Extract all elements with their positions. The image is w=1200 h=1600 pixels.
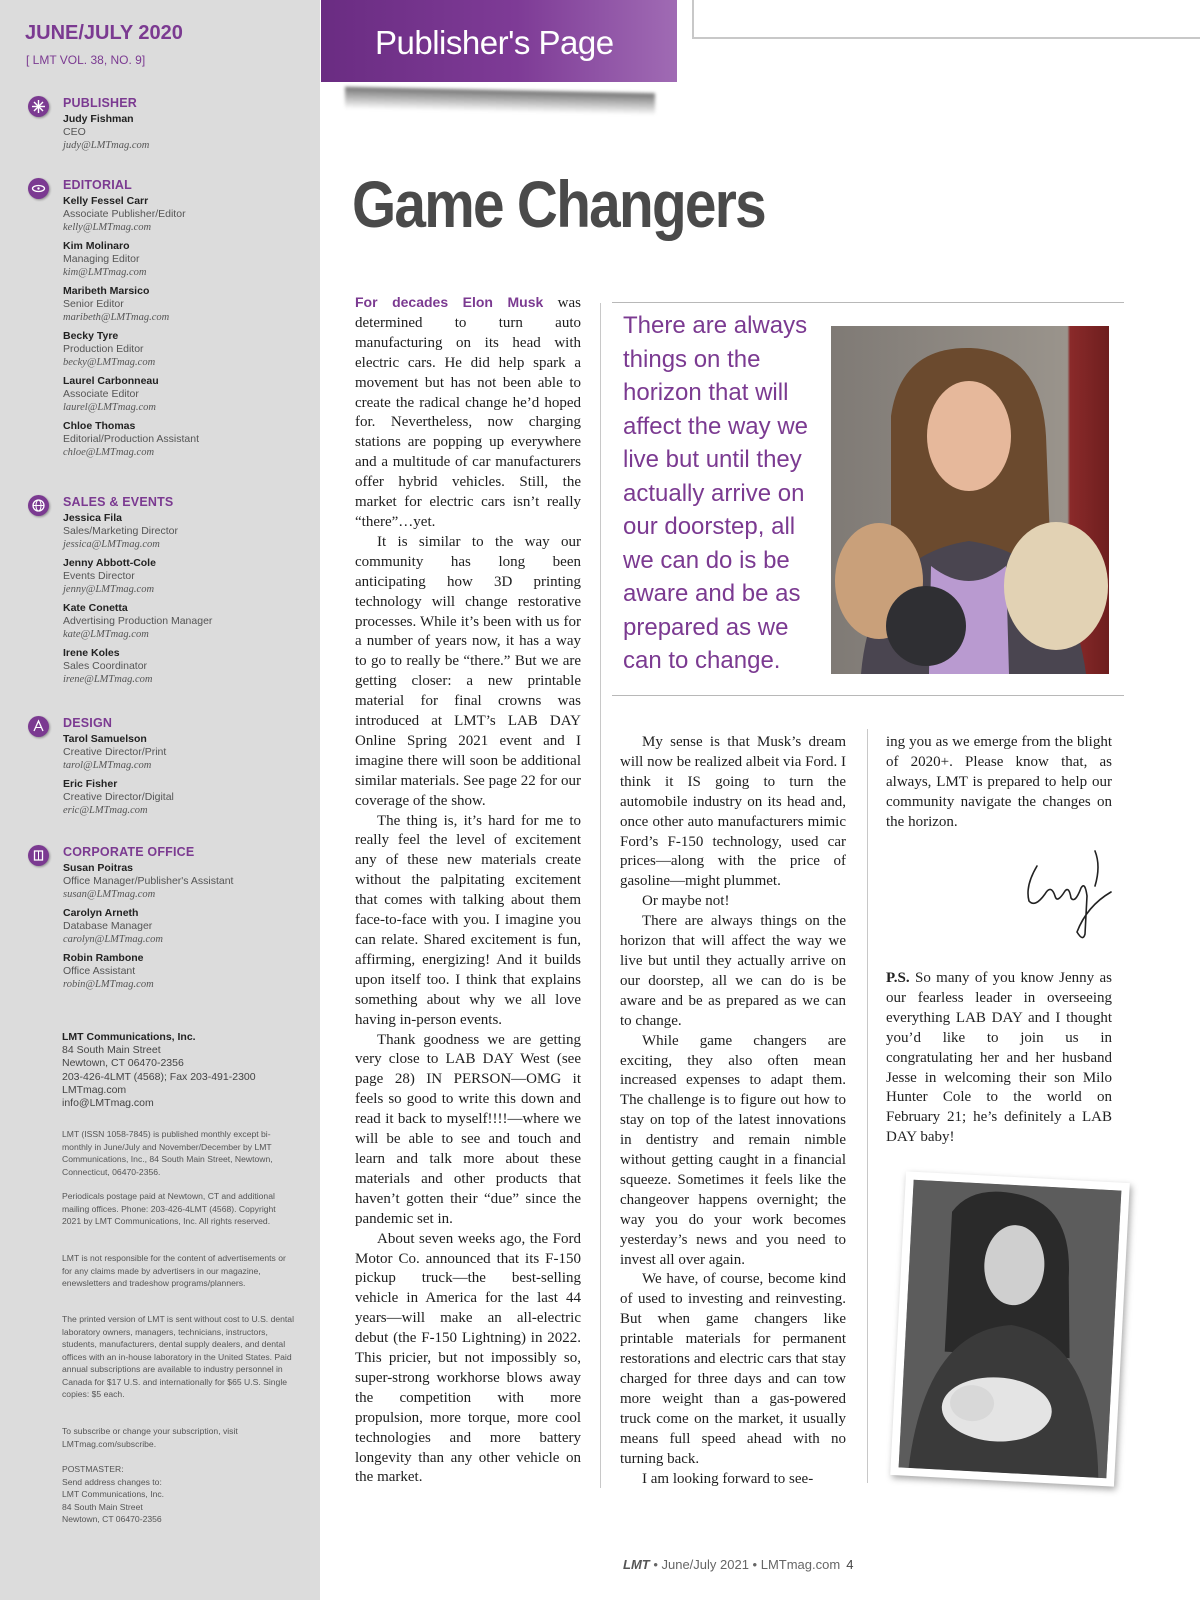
staff-name: Irene Koles	[63, 647, 120, 659]
article-paragraph: While game changers are exciting, they also often mean increased expenses to adapt them. The challenge is to figure out how to stay on top of the latest innovations in dentistry and remain nimble without getting caught in a financial squeeze. Sometimes it feels like the changeover happens overnight; the way you do your work becomes yesterday’s news and you need to invest all over again.	[620, 1032, 846, 1268]
staff-name: Tarol Samuelson	[63, 733, 147, 745]
pull-quote-rule-top	[612, 302, 1124, 303]
staff-email[interactable]: tarol@LMTmag.com	[63, 760, 152, 771]
staff-role: Database Manager	[63, 920, 153, 932]
staff-role: Sales Coordinator	[63, 660, 148, 672]
staff-role: Associate Editor	[63, 388, 139, 400]
staff-role: Associate Publisher/Editor	[63, 208, 186, 220]
staff-email[interactable]: kim@LMTmag.com	[63, 267, 147, 278]
staff-email[interactable]: kate@LMTmag.com	[63, 629, 149, 640]
staff-name: Maribeth Marsico	[63, 285, 150, 297]
header-rule	[692, 0, 1200, 39]
website-link[interactable]: LMTmag.com	[62, 1083, 127, 1096]
masthead-section-title: PUBLISHER	[63, 96, 138, 110]
staff-email[interactable]: jenny@LMTmag.com	[63, 584, 155, 595]
staff-role: Creative Director/Print	[63, 746, 167, 758]
masthead-entry	[63, 113, 313, 152]
article-paragraph: There are always things on the horizon that will affect the way we live but until they actually arrive on our doorstep, all we can do is be aware and be as prepared as we can to change.	[620, 913, 846, 1029]
banner-shadow	[345, 87, 655, 115]
masthead-entry	[63, 862, 313, 901]
pen-nib-icon	[28, 178, 49, 199]
postscript	[886, 969, 1112, 1148]
staff-role: Sales/Marketing Director	[63, 525, 178, 537]
masthead-entry	[63, 195, 313, 234]
globe-icon	[28, 495, 49, 516]
masthead-entry	[63, 907, 313, 946]
staff-name: Kate Conetta	[63, 602, 128, 614]
staff-email[interactable]: kelly@LMTmag.com	[63, 222, 152, 233]
article-paragraph: I am looking forward to see-	[642, 1470, 814, 1487]
column-divider	[600, 303, 601, 1488]
masthead-entry	[63, 952, 313, 991]
column-divider	[867, 729, 868, 1483]
masthead-entry	[63, 240, 313, 279]
footer-brand: LMT	[623, 1557, 650, 1572]
staff-email[interactable]: maribeth@LMTmag.com	[63, 312, 170, 323]
article-paragraph: Thank goodness we are getting very close to LAB DAY West (see page 28) IN PERSON—OMG it feels so good to write this down and read it back to myself!!!!—where we will be able to see and touch and learn and talk more about these materials and other products that haven’t gotten their “due” since the pandemic set in.	[355, 1031, 581, 1227]
publisher-with-dogs-image	[831, 326, 1109, 674]
masthead-entry	[63, 557, 313, 596]
subscription-notice: The printed version of LMT is sent without cost to U.S. dental laboratory owners, managers, technicians, instructors, students, manufacturers, dental supply dealers, and dental offices with an in-house laboratory in the United States. Paid annual subscriptions are available to industry personnel in Canada for $17 U.S. and internationally for $65 U.S. Single copies: $5 each.	[62, 1314, 294, 1399]
masthead-entry	[63, 778, 313, 817]
postscript-label: P.S.	[886, 970, 910, 986]
staff-name: Jessica Fila	[63, 512, 122, 524]
staff-email[interactable]: laurel@LMTmag.com	[63, 402, 156, 413]
company-address	[62, 1031, 302, 1110]
masthead-entry	[63, 420, 313, 459]
article-paragraph: It is similar to the way our community has long been anticipating how 3D printing technology will change restorative processes. While it’s been with us for a number of years now, it has a way to go to really be “there.” But we are getting closer: a new printable material for final crowns was introduced at LMT’s LAB DAY Online Spring 2021 event and I imagine there will soon be additional similar materials. See page 22 for our coverage of the show.	[355, 533, 581, 809]
staff-name: Judy Fishman	[63, 113, 134, 125]
staff-email[interactable]: jessica@LMTmag.com	[63, 539, 160, 550]
article-paragraph: Or maybe not!	[642, 893, 730, 910]
staff-email[interactable]: becky@LMTmag.com	[63, 357, 156, 368]
staff-role: Office Assistant	[63, 965, 136, 977]
article-paragraph	[355, 293, 581, 533]
staff-role: Office Manager/Publisher's Assistant	[63, 875, 234, 887]
disclaimer-notice: LMT is not responsible for the content of advertisements or for any claims made by advertisers in our magazine, enewsletters and tradeshow programs/planners.	[62, 1253, 286, 1288]
staff-email[interactable]: irene@LMTmag.com	[63, 674, 153, 685]
staff-email[interactable]: eric@LMTmag.com	[63, 805, 148, 816]
article-paragraph: My sense is that Musk’s dream will now be realized albeit via Ford. I think it IS going to turn the automobile industry on its head and, once other auto manufacturers mimic Ford’s F-150 technology, used car prices—along with the price of gasoline—might plummet.	[620, 734, 846, 890]
masthead-section-title: EDITORIAL	[63, 178, 132, 192]
article-headline: Game Changers	[352, 167, 765, 241]
building-icon	[28, 845, 49, 866]
staff-name: Jenny Abbott-Cole	[63, 557, 156, 569]
masthead-entry	[63, 285, 313, 324]
masthead-entry	[63, 602, 313, 641]
phone-line: 203-426-4LMT (4568); Fax 203-491-2300	[62, 1070, 256, 1083]
staff-name: Carolyn Arneth	[63, 907, 139, 919]
masthead-entry	[63, 733, 313, 772]
section-banner	[321, 0, 677, 82]
staff-email[interactable]: judy@LMTmag.com	[63, 140, 150, 151]
staff-name: Robin Rambone	[63, 952, 144, 964]
publisher-photo	[831, 326, 1109, 674]
staff-email[interactable]: carolyn@LMTmag.com	[63, 934, 163, 945]
pull-quote: There are always things on the horizon that will affect the way we live but until they actually arrive on our doorstep, all we can do is be aware and be as prepared as we can to change.	[623, 312, 808, 674]
signature-image	[1015, 846, 1125, 946]
article-paragraph: The thing is, it’s hard for me to really feel the level of excitement any of these new materials create without the palpitating excitement that comes with talking about them face-to-face with you. I imagine you can relate. Shared excitement is fun, affirming, energizing! And it builds upon itself too. I think that explains something about why we all love having in-person events.	[355, 812, 581, 1028]
design-tool-icon	[28, 716, 49, 737]
staff-role: Senior Editor	[63, 298, 124, 310]
article-paragraph: ing you as we emerge from the blight of 2020+. Please know that, as always, LMT is prepared to help our community navigate the changes on the horizon.	[886, 734, 1112, 830]
address-line: Newtown, CT 06470-2356	[62, 1057, 184, 1070]
publication-notice: LMT (ISSN 1058-7845) is published monthly except bi-monthly in June/July and November/December by LMT Communications, Inc., 84 South Main Street, Newtown, Connecticut, 06470-2356.	[62, 1129, 273, 1177]
address-line: 84 South Main Street	[62, 1044, 161, 1057]
issue-date: JUNE/JULY 2020	[25, 22, 183, 44]
masthead-sidebar	[0, 0, 320, 1600]
section-label: Publisher's Page	[375, 24, 614, 61]
staff-name: Susan Poitras	[63, 862, 134, 874]
masthead-section-title: SALES & EVENTS	[63, 495, 174, 509]
staff-name: Becky Tyre	[63, 330, 119, 342]
staff-role: CEO	[63, 126, 86, 138]
lead-in: For decades Elon Musk	[355, 294, 544, 310]
page-footer	[623, 1557, 853, 1572]
article-column-2	[620, 733, 846, 1489]
baby-photo	[890, 1171, 1130, 1486]
staff-role: Managing Editor	[63, 253, 140, 265]
subscribe-link[interactable]: To subscribe or change your subscription, visit LMTmag.com/subscribe.	[62, 1426, 238, 1449]
postage-notice: Periodicals postage paid at Newtown, CT and additional mailing offices. Phone: 203-426-4LMT (4568). Copyright 2021 by LMT Communications, Inc. All rights reserved.	[62, 1191, 276, 1226]
staff-name: Kelly Fessel Carr	[63, 195, 149, 207]
article-paragraph: About seven weeks ago, the Ford Motor Co. announced that its F-150 pickup truck—the best-selling vehicle in America for the last 44 years—will make an all-electric debut (the F-150 Lightning) in 2022. This pricier, but not impossibly so, super-strong workhorse blows away the competition with more propulsion, more torque, more cool technologies and more battery longevity than any other vehicle on the market.	[355, 1230, 581, 1486]
staff-name: Chloe Thomas	[63, 420, 136, 432]
company-name: LMT Communications, Inc.	[62, 1031, 196, 1043]
staff-email[interactable]: susan@LMTmag.com	[63, 889, 156, 900]
postscript-text: So many of you know Jenny as our fearless leader in overseeing everything LAB DAY and I thought you’d like to join us in congratulating her and her husband Jesse in welcoming their son Milo Hunter Cole to the world on February 21; he’s definitely a LAB DAY baby!	[886, 970, 1112, 1146]
staff-role: Editorial/Production Assistant	[63, 433, 199, 445]
staff-email[interactable]: robin@LMTmag.com	[63, 979, 154, 990]
star-burst-icon	[28, 96, 49, 117]
staff-role: Events Director	[63, 570, 135, 582]
masthead-entry	[63, 647, 313, 686]
issue-volume: [ LMT VOL. 38, NO. 9]	[26, 53, 146, 67]
staff-name: Kim Molinaro	[63, 240, 130, 252]
email-link[interactable]: info@LMTmag.com	[62, 1097, 154, 1110]
masthead-section-title: DESIGN	[63, 716, 113, 730]
masthead-entry	[63, 512, 313, 551]
staff-name: Eric Fisher	[63, 778, 118, 790]
staff-role: Creative Director/Digital	[63, 791, 174, 803]
masthead-entry	[63, 330, 313, 369]
article-column-3	[886, 733, 1112, 833]
masthead-section-title: CORPORATE OFFICE	[63, 845, 195, 859]
article-column-1	[355, 293, 581, 1488]
page-number: 4	[846, 1557, 854, 1572]
staff-role: Production Editor	[63, 343, 144, 355]
footer-issue: • June/July 2021 • LMTmag.com	[649, 1557, 841, 1572]
staff-name: Laurel Carbonneau	[63, 375, 159, 387]
article-paragraph: We have, of course, become kind of used to investing and reinvesting. But when game changers like printable materials for permanent restorations and electric cars that stay charged for three days and can tow more weight than a gas-powered truck come on the market, it usually means full speed ahead with no turning back.	[620, 1271, 846, 1467]
staff-role: Advertising Production Manager	[63, 615, 213, 627]
masthead-entry	[63, 375, 313, 414]
pull-quote-rule-bottom	[612, 695, 1124, 696]
mother-and-baby-image	[899, 1180, 1122, 1478]
paragraph-text: was determined to turn auto manufacturing on its head with electric cars. He did help spark a movement but has not been able to create the radical change he’d hoped for. Nevertheless, now charging stations are popping up everywhere and a multitude of car manufacturers offer hybrid vehicles. Still, the market for electric cars isn’t really “there”…yet.	[355, 295, 582, 530]
staff-email[interactable]: chloe@LMTmag.com	[63, 447, 155, 458]
postmaster-notice: POSTMASTER: Send address changes to: LMT Communications, Inc. 84 South Main Street Newtown, CT 06470-2356	[62, 1464, 165, 1524]
